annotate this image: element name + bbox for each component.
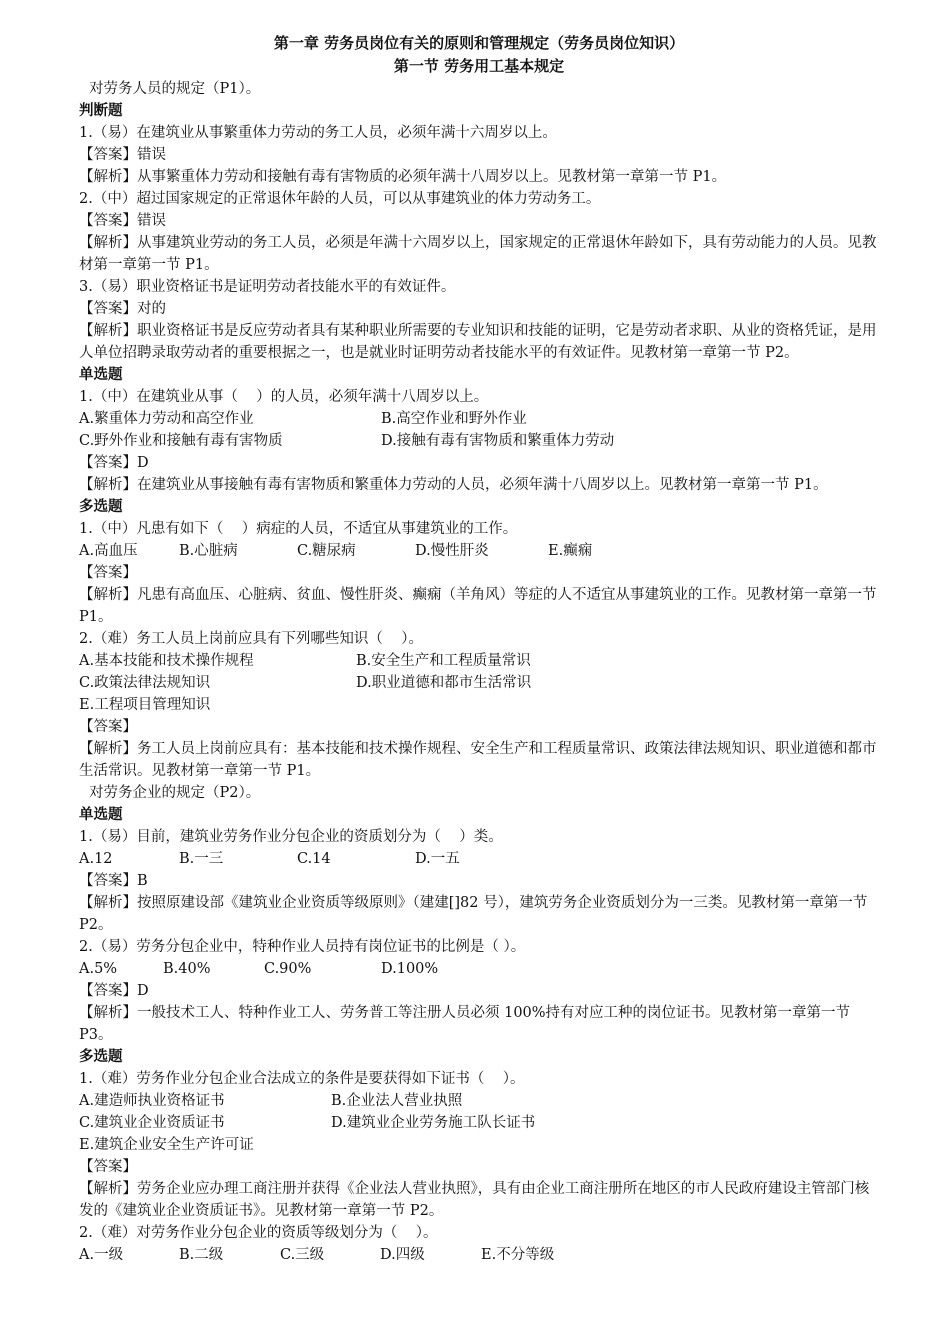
option: A.建造师执业资格证书 (79, 1093, 225, 1109)
question: 3.（易）职业资格证书是证明劳动者技能水平的有效证件。 (79, 279, 456, 295)
option: E.工程项目管理知识 (79, 697, 211, 713)
section-title: 第一节 劳务用工基本规定 (393, 57, 565, 75)
option: C.建筑业企业资质证书 (79, 1115, 225, 1131)
part1-intro: 对劳务人员的规定（P1）。 (89, 81, 261, 97)
options-row (79, 958, 879, 980)
option: D.一五 (415, 851, 460, 867)
option: A.12 (79, 851, 113, 867)
answer: 【答案】错误 (79, 213, 166, 229)
option: C.野外作业和接触有毒有害物质 (79, 433, 283, 449)
option: C.90% (264, 961, 312, 977)
options-row (79, 430, 879, 452)
answer: 【答案】错误 (79, 147, 166, 163)
option: C.三级 (280, 1247, 325, 1263)
option: B.企业法人营业执照 (331, 1093, 463, 1109)
sc-heading: 单选题 (79, 367, 123, 383)
answer: 【答案】D (79, 455, 149, 471)
explanation: 【解析】按照原建设部《建筑业企业资质等级原则》（建建[]82 号），建筑劳务企业资质划分为一三类。见教材第一章第一节 P2。 (79, 895, 868, 933)
option: E.癫痫 (548, 543, 593, 559)
mc-heading: 多选题 (79, 1049, 123, 1065)
question: 1.（易）目前，建筑业劳务作业分包企业的资质划分为（ ）类。 (79, 829, 503, 845)
question: 2.（中）超过国家规定的正常退休年龄的人员，可以从事建筑业的体力劳动务工。 (79, 191, 601, 207)
option: D.100% (381, 961, 439, 977)
option: A.5% (79, 961, 118, 977)
options-row (79, 1244, 879, 1266)
option: C.糖尿病 (297, 543, 356, 559)
option: B.40% (163, 961, 211, 977)
option: B.高空作业和野外作业 (381, 411, 527, 427)
option: A.一级 (79, 1247, 124, 1263)
question: 2.（易）劳务分包企业中，特种作业人员持有岗位证书的比例是（ ）。 (79, 939, 526, 955)
answer: 【答案】 (79, 1159, 137, 1175)
explanation: 【解析】从事繁重体力劳动和接触有毒有害物质的必须年满十八周岁以上。见教材第一章第一节 P1。 (79, 169, 727, 185)
options-row (79, 408, 879, 430)
option: D.慢性肝炎 (415, 543, 489, 559)
option: E.建筑企业安全生产许可证 (79, 1137, 254, 1153)
option: B.二级 (179, 1247, 224, 1263)
options-row (79, 848, 879, 870)
option: C.14 (297, 851, 331, 867)
question: 2.（难）对劳务作业分包企业的资质等级划分为（ ）。 (79, 1225, 438, 1241)
answer: 【答案】D (79, 983, 149, 999)
option: E.不分等级 (481, 1247, 555, 1263)
options-row (79, 672, 879, 694)
chapter-title: 第一章 劳务员岗位有关的原则和管理规定（劳务员岗位知识） (273, 34, 685, 52)
explanation: 【解析】职业资格证书是反应劳动者具有某种职业所需要的专业知识和技能的证明，它是劳动者求职、从业的资格凭证，是用人单位招聘录取劳动者的重要根据之一，也是就业时证明劳动者技能水平的有效证件。见教材第一章第一节 P2。 (79, 323, 877, 361)
tf-heading: 判断题 (79, 103, 123, 119)
option: B.安全生产和工程质量常识 (356, 653, 531, 669)
answer: 【答案】B (79, 873, 148, 889)
question: 2.（难）务工人员上岗前应具有下列哪些知识（ ）。 (79, 631, 424, 647)
document-page (79, 32, 879, 1266)
option: D.接触有毒有害物质和繁重体力劳动 (381, 433, 615, 449)
option: B.一三 (179, 851, 224, 867)
options-row (79, 1112, 879, 1134)
question: 1.（难）劳务作业分包企业合法成立的条件是要获得如下证书（ ）。 (79, 1071, 525, 1087)
part2-intro: 对劳务企业的规定（P2）。 (89, 785, 261, 801)
answer: 【答案】对的 (79, 301, 166, 317)
mc-heading: 多选题 (79, 499, 123, 515)
explanation: 【解析】从事建筑业劳动的务工人员，必须是年满十六周岁以上，国家规定的正常退休年龄如下，具有劳动能力的人员。见教材第一章第一节 P1。 (79, 235, 877, 273)
question: 1.（中）在建筑业从事（ ）的人员，必须年满十八周岁以上。 (79, 389, 489, 405)
explanation: 【解析】凡患有高血压、心脏病、贫血、慢性肝炎、癫痫（羊角风）等症的人不适宜从事建筑业的工作。见教材第一章第一节 P1。 (79, 587, 877, 625)
answer: 【答案】 (79, 719, 137, 735)
question: 1.（中）凡患有如下（ ）病症的人员，不适宜从事建筑业的工作。 (79, 521, 518, 537)
option: C.政策法律法规知识 (79, 675, 211, 691)
option: D.四级 (380, 1247, 425, 1263)
options-row (79, 540, 879, 562)
option: D.职业道德和都市生活常识 (356, 675, 532, 691)
answer: 【答案】 (79, 565, 137, 581)
option: A.高血压 (79, 543, 138, 559)
options-row (79, 650, 879, 672)
explanation: 【解析】务工人员上岗前应具有：基本技能和技术操作规程、安全生产和工程质量常识、政策法律法规知识、职业道德和都市生活常识。见教材第一章第一节 P1。 (79, 741, 877, 779)
option: A.繁重体力劳动和高空作业 (79, 411, 254, 427)
explanation: 【解析】一般技术工人、特种作业工人、劳务普工等注册人员必须 100%持有对应工种的岗位证书。见教材第一章第一节 P3。 (79, 1005, 851, 1043)
options-row (79, 1090, 879, 1112)
sc-heading: 单选题 (79, 807, 123, 823)
option: A.基本技能和技术操作规程 (79, 653, 254, 669)
explanation: 【解析】在建筑业从事接触有毒有害物质和繁重体力劳动的人员，必须年满十八周岁以上。见教材第一章第一节 P1。 (79, 477, 828, 493)
option: D.建筑业企业劳务施工队长证书 (331, 1115, 536, 1131)
option: B.心脏病 (179, 543, 238, 559)
explanation: 【解析】劳务企业应办理工商注册并获得《企业法人营业执照》，具有由企业工商注册所在地区的市人民政府建设主管部门核发的《建筑业企业资质证书》。见教材第一章第一节 P2。 (79, 1181, 870, 1219)
question: 1.（易）在建筑业从事繁重体力劳动的务工人员，必须年满十六周岁以上。 (79, 125, 557, 141)
